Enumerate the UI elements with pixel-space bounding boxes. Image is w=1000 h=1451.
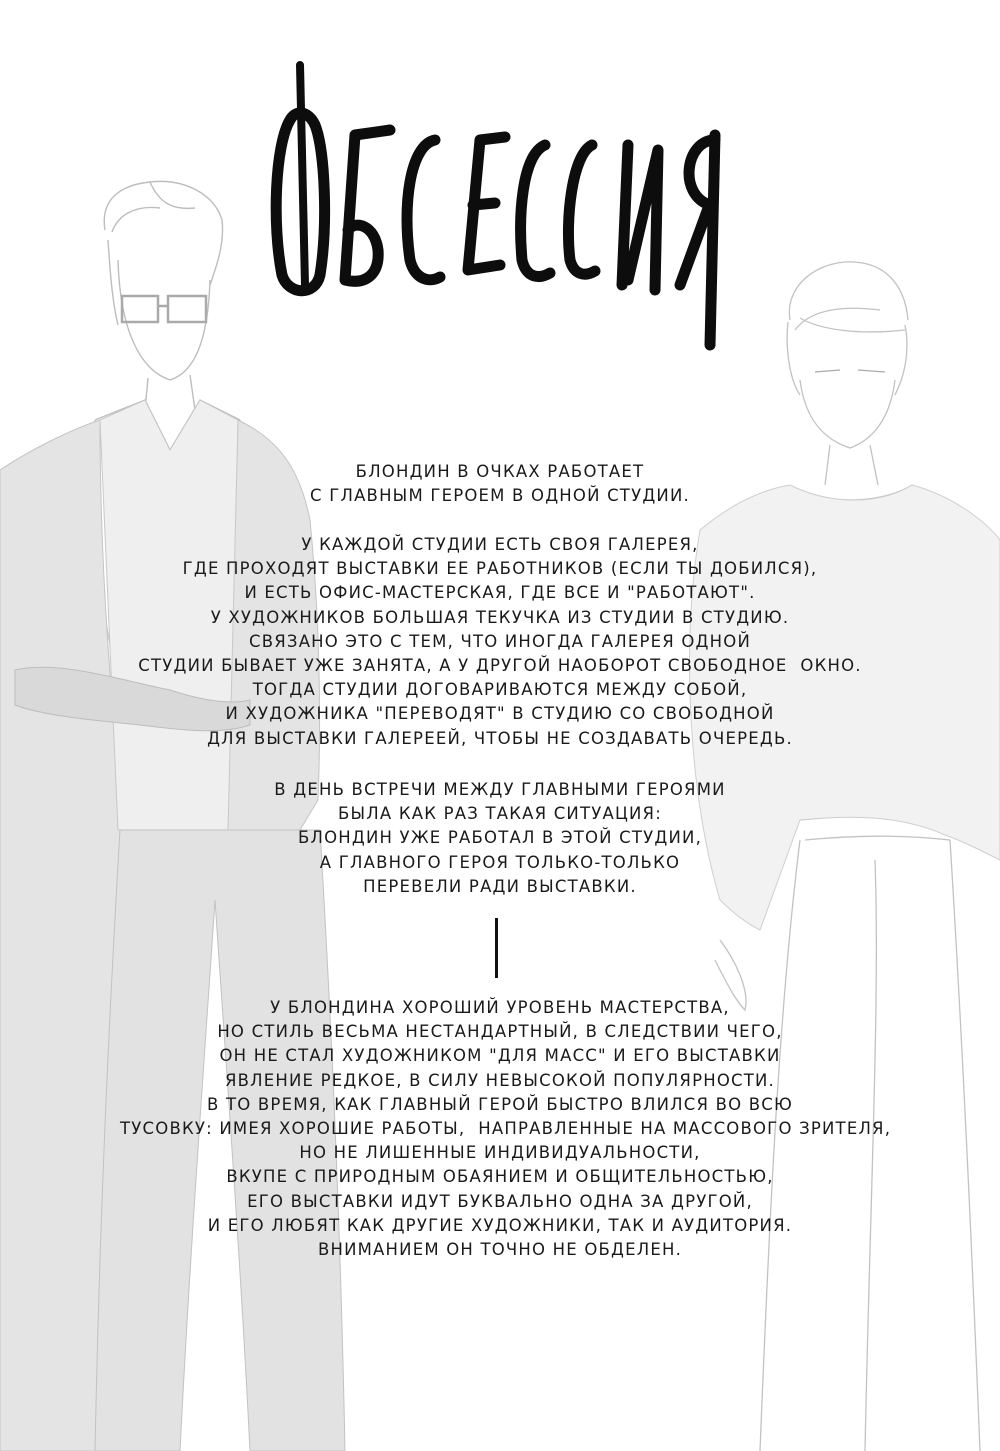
text-line: СТУДИИ БЫВАЕТ УЖЕ ЗАНЯТА, А У ДРУГОЙ НАОБОРОТ СВОБОДНОЕ ОКНО. bbox=[138, 656, 862, 676]
text-line: ЕГО ВЫСТАВКИ ИДУТ БУКВАЛЬНО ОДНА ЗА ДРУГОЙ, bbox=[247, 1191, 753, 1211]
text-line: НО СТИЛЬ ВЕСЬМА НЕСТАНДАРТНЫЙ, В СЛЕДСТВИИ ЧЕГО, bbox=[217, 1022, 783, 1042]
text-line: БЫЛА КАК РАЗ ТАКАЯ СИТУАЦИЯ: bbox=[338, 804, 662, 824]
text-line: С ГЛАВНЫМ ГЕРОЕМ В ОДНОЙ СТУДИИ. bbox=[310, 486, 690, 506]
text-line: НО НЕ ЛИШЕННЫЕ ИНДИВИДУАЛЬНОСТИ, bbox=[299, 1143, 701, 1163]
text-line: У КАЖДОЙ СТУДИИ ЕСТЬ СВОЯ ГАЛЕРЕЯ, bbox=[301, 535, 699, 554]
paragraph-4 bbox=[120, 996, 892, 1262]
text-line: ПЕРЕВЕЛИ РАДИ ВЫСТАВКИ. bbox=[363, 876, 637, 896]
text-line: В ТО ВРЕМЯ, КАК ГЛАВНЫЙ ГЕРОЙ БЫСТРО ВЛИЛСЯ ВО ВСЮ bbox=[207, 1094, 793, 1114]
text-line: ГДЕ ПРОХОДЯТ ВЫСТАВКИ ЕЕ РАБОТНИКОВ (ЕСЛИ ТЫ ДОБИЛСЯ), bbox=[182, 559, 818, 579]
text-line: У ХУДОЖНИКОВ БОЛЬШАЯ ТЕКУЧКА ИЗ СТУДИИ В СТУДИЮ. bbox=[210, 607, 790, 627]
text-line: И ЕГО ЛЮБЯТ КАК ДРУГИЕ ХУДОЖНИКИ, ТАК И АУДИТОРИЯ. bbox=[207, 1215, 793, 1235]
text-line: ОН НЕ СТАЛ ХУДОЖНИКОМ "ДЛЯ МАСС" И ЕГО ВЫСТАВКИ bbox=[219, 1046, 781, 1066]
paragraph-1 bbox=[120, 460, 880, 508]
divider-line bbox=[495, 918, 498, 978]
text-line: В ДЕНЬ ВСТРЕЧИ МЕЖДУ ГЛАВНЫМИ ГЕРОЯМИ bbox=[274, 780, 726, 799]
text-line: А ГЛАВНОГО ГЕРОЯ ТОЛЬКО-ТОЛЬКО bbox=[319, 852, 681, 872]
paragraph-2 bbox=[120, 533, 880, 751]
text-line: ВКУПЕ С ПРИРОДНЫМ ОБАЯНИЕМ И ОБЩИТЕЛЬНОСТЬЮ, bbox=[226, 1167, 774, 1187]
text-line: И ЕСТЬ ОФИС-МАСТЕРСКАЯ, ГДЕ ВСЕ И "РАБОТАЮТ". bbox=[244, 583, 756, 603]
text-line: ТУСОВКУ: ИМЕЯ ХОРОШИЕ РАБОТЫ, НАПРАВЛЕННЫЕ НА МАССОВОГО ЗРИТЕЛЯ, bbox=[120, 1119, 892, 1139]
title-logo bbox=[260, 55, 750, 355]
text-line: ЯВЛЕНИЕ РЕДКОЕ, В СИЛУ НЕВЫСОКОЙ ПОПУЛЯРНОСТИ. bbox=[224, 1070, 776, 1090]
text-line: И ХУДОЖНИКА "ПЕРЕВОДЯТ" В СТУДИЮ СО СВОБОДНОЙ bbox=[225, 704, 775, 724]
text-line: БЛОНДИН В ОЧКАХ РАБОТАЕТ bbox=[355, 462, 645, 481]
paragraph-3 bbox=[120, 778, 880, 899]
text-line: ВНИМАНИЕМ ОН ТОЧНО НЕ ОБДЕЛЕН. bbox=[317, 1240, 683, 1260]
text-line: ДЛЯ ВЫСТАВКИ ГАЛЕРЕЕЙ, ЧТОБЫ НЕ СОЗДАВАТЬ ОЧЕРЕДЬ. bbox=[207, 728, 793, 748]
text-line: ТОГДА СТУДИИ ДОГОВАРИВАЮТСЯ МЕЖДУ СОБОЙ, bbox=[252, 680, 748, 700]
text-line: СВЯЗАНО ЭТО С ТЕМ, ЧТО ИНОГДА ГАЛЕРЕЯ ОДНОЙ bbox=[249, 631, 751, 651]
text-line: У БЛОНДИНА ХОРОШИЙ УРОВЕНЬ МАСТЕРСТВА, bbox=[270, 998, 730, 1017]
text-line: БЛОНДИН УЖЕ РАБОТАЛ В ЭТОЙ СТУДИИ, bbox=[297, 828, 703, 848]
